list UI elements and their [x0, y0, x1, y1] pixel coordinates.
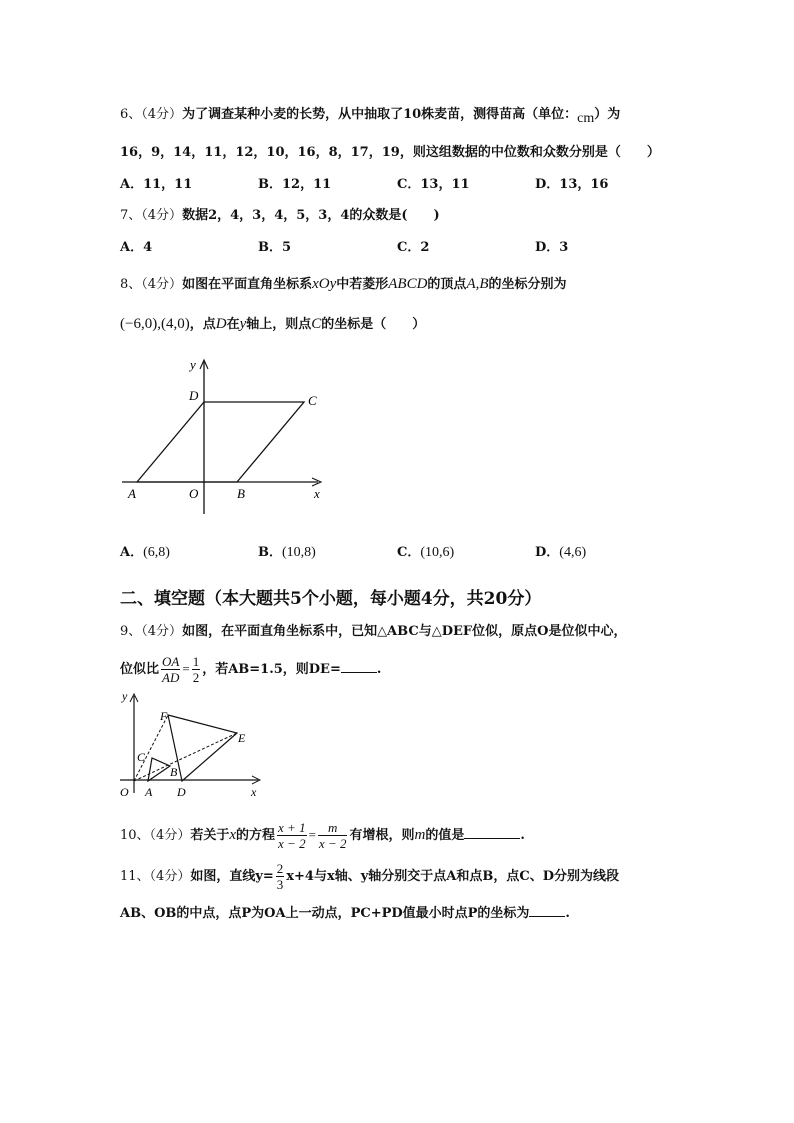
q8-score: （4分）: [141, 277, 183, 292]
q10-math-m: m: [414, 827, 426, 843]
fraction-denominator: AD: [162, 670, 180, 685]
q11-line2: [120, 904, 570, 923]
q8-text: 如图在平面直角坐标系: [182, 277, 313, 292]
q9-label-a: A: [145, 785, 153, 799]
q8-line2: [120, 315, 425, 334]
q9-label-d: D: [177, 785, 186, 799]
equals-sign: =: [182, 661, 190, 676]
q10-fraction-right: [318, 820, 348, 851]
q8-label-a: A: [128, 486, 136, 501]
q11-score: （4分）: [149, 869, 191, 884]
q8-option-letter: D．: [535, 545, 560, 560]
q8-text: 的坐标是（ ）: [321, 317, 426, 332]
q11-slope-fraction: [276, 861, 285, 892]
q9-label-b: B: [170, 765, 178, 779]
q9-text: ，若AB=1.5，则DE=: [202, 662, 341, 677]
q8-math-ab: A,B: [466, 276, 489, 292]
q7-number: 7、: [120, 208, 142, 223]
q7-text: 数据2，4，3，4，5，3，4的众数是( ): [182, 208, 440, 223]
q6-text1: 为了调查某种小麦的长势，从中抽取了10株麦苗，测得苗高（单位：: [182, 107, 578, 122]
q6-line1: [120, 106, 620, 124]
q8-text: 在: [226, 317, 240, 332]
q8-math-d: D: [215, 316, 227, 332]
q10-math-x: x: [229, 827, 237, 843]
q8-text: 轴上，则点: [246, 317, 312, 332]
fraction-numerator: m: [318, 820, 348, 836]
q7-line: [120, 207, 440, 225]
q8-rhombus-figure: [118, 352, 333, 518]
q9-number: 9、: [120, 624, 142, 639]
fraction-numerator: 2: [276, 861, 284, 876]
q11-text: x+4与x轴、y轴分别交于点A和点B，点C、D分别为线段: [286, 869, 619, 884]
q8-math-coords: (−6,0),(4,0): [120, 316, 190, 332]
q6-option-c[interactable]: C．13，11: [397, 177, 470, 192]
fraction-denominator: x − 2: [278, 836, 306, 851]
q6-text2: ）为: [594, 107, 621, 122]
q8-label-c: C: [308, 393, 317, 408]
q9-triangle-def: [168, 715, 237, 781]
q8-option-d[interactable]: [535, 544, 586, 562]
q8-option-letter: B．: [258, 545, 282, 560]
equals-sign: =: [308, 827, 316, 842]
q8-option-c[interactable]: [397, 544, 454, 562]
q8-option-value: (6,8): [143, 545, 170, 560]
q10-score: （4分）: [149, 828, 191, 843]
q6-line2: 16，9，14，11，12，10，16，8，17，19，则这组数据的中位数和众数分别是（ ）: [120, 145, 660, 160]
q8-label-d: D: [189, 388, 199, 403]
q10-answer-blank[interactable]: [464, 826, 520, 839]
fraction-numerator: OA: [162, 654, 180, 669]
fraction-denominator: 3: [276, 877, 284, 892]
q6-option-d[interactable]: D．13，16: [535, 177, 609, 192]
q10-fraction-left: [277, 820, 307, 851]
q9-label-e: E: [238, 731, 246, 745]
q8-option-letter: C．: [397, 545, 421, 560]
q7-option-c[interactable]: C．2: [397, 240, 430, 255]
q9-label-o: O: [120, 785, 129, 799]
q6-number: 6、: [120, 107, 142, 122]
q11-number: 11、: [120, 869, 150, 884]
q8-option-value: (10,6): [420, 545, 455, 560]
q9-answer-blank[interactable]: [341, 660, 377, 673]
q10-text: 的方程: [236, 828, 276, 843]
q11-line1: [120, 858, 619, 896]
q6-option-b[interactable]: B．12，11: [258, 177, 332, 192]
q9-text: 位似比: [120, 662, 160, 677]
q10-line: [120, 816, 525, 854]
q7-score: （4分）: [141, 208, 183, 223]
q8-text: ，点: [189, 317, 216, 332]
q8-option-value: (4,6): [559, 545, 587, 560]
q9-label-f: F: [160, 709, 168, 723]
q6-option-a[interactable]: A．11，11: [120, 177, 193, 192]
q8-option-letter: A．: [120, 545, 144, 560]
q11-text: .: [565, 906, 570, 921]
q7-option-d[interactable]: D．3: [535, 240, 569, 255]
q8-math-xoy: xOy: [312, 276, 337, 292]
q7-option-b[interactable]: B．5: [258, 240, 292, 255]
q11-text: AB、OB的中点，点P为OA上一动点，PC+PD值最小时点P的坐标为: [120, 906, 530, 921]
q8-line1: [120, 275, 567, 294]
q8-text: 的顶点: [427, 277, 467, 292]
q8-math-c: C: [311, 316, 322, 332]
q6-unit: cm: [577, 111, 595, 126]
q9-text: .: [376, 662, 382, 677]
q9-label-y: y: [122, 689, 128, 703]
q6-score: （4分）: [141, 107, 183, 122]
q9-text: 如图，在平面直角坐标系中，已知△ABC与△DEF位似，原点O是位似中心，: [182, 624, 627, 639]
section-heading: 二、填空题（本大题共5个小题，每小题4分，共20分）: [120, 589, 542, 609]
q8-option-value: (10,8): [282, 545, 316, 560]
q8-text: 中若菱形: [336, 277, 389, 292]
q8-number: 8、: [120, 277, 142, 292]
q8-label-o: O: [189, 486, 199, 501]
q9-ray-oe: [134, 733, 237, 781]
q9-half-fraction: [192, 654, 201, 685]
fraction-numerator: x + 1: [278, 820, 306, 835]
q8-label-b: B: [237, 486, 245, 501]
q9-label-x: x: [251, 785, 257, 799]
q10-text: .: [520, 828, 525, 843]
q10-text: 若关于: [190, 828, 230, 843]
q10-text: 的值是: [425, 828, 465, 843]
q9-line2: [120, 650, 381, 688]
q8-math-y: y: [239, 316, 247, 332]
q10-number: 10、: [120, 828, 150, 843]
q9-score: （4分）: [141, 624, 183, 639]
fraction-numerator: 1: [192, 654, 200, 669]
q9-ratio-fraction: [161, 654, 180, 685]
q8-label-x: x: [314, 486, 320, 501]
fraction-denominator: 2: [192, 670, 200, 685]
q8-rhombus: [137, 402, 304, 482]
q9-label-c: C: [137, 750, 146, 764]
q11-answer-blank[interactable]: [529, 904, 565, 917]
q9-homothety-figure: [112, 688, 267, 800]
fraction-denominator: x − 2: [318, 836, 347, 851]
q11-text: 如图，直线y=: [190, 869, 274, 884]
q8-option-a[interactable]: [120, 544, 170, 562]
q8-text: 的坐标分别为: [488, 277, 567, 292]
q8-option-b[interactable]: [258, 544, 316, 562]
q7-option-a[interactable]: A．4: [120, 240, 153, 255]
q8-math-abcd: ABCD: [388, 276, 428, 292]
q8-label-y: y: [190, 357, 196, 372]
q9-line1: [120, 623, 626, 641]
q10-text: 有增根，则: [349, 828, 415, 843]
